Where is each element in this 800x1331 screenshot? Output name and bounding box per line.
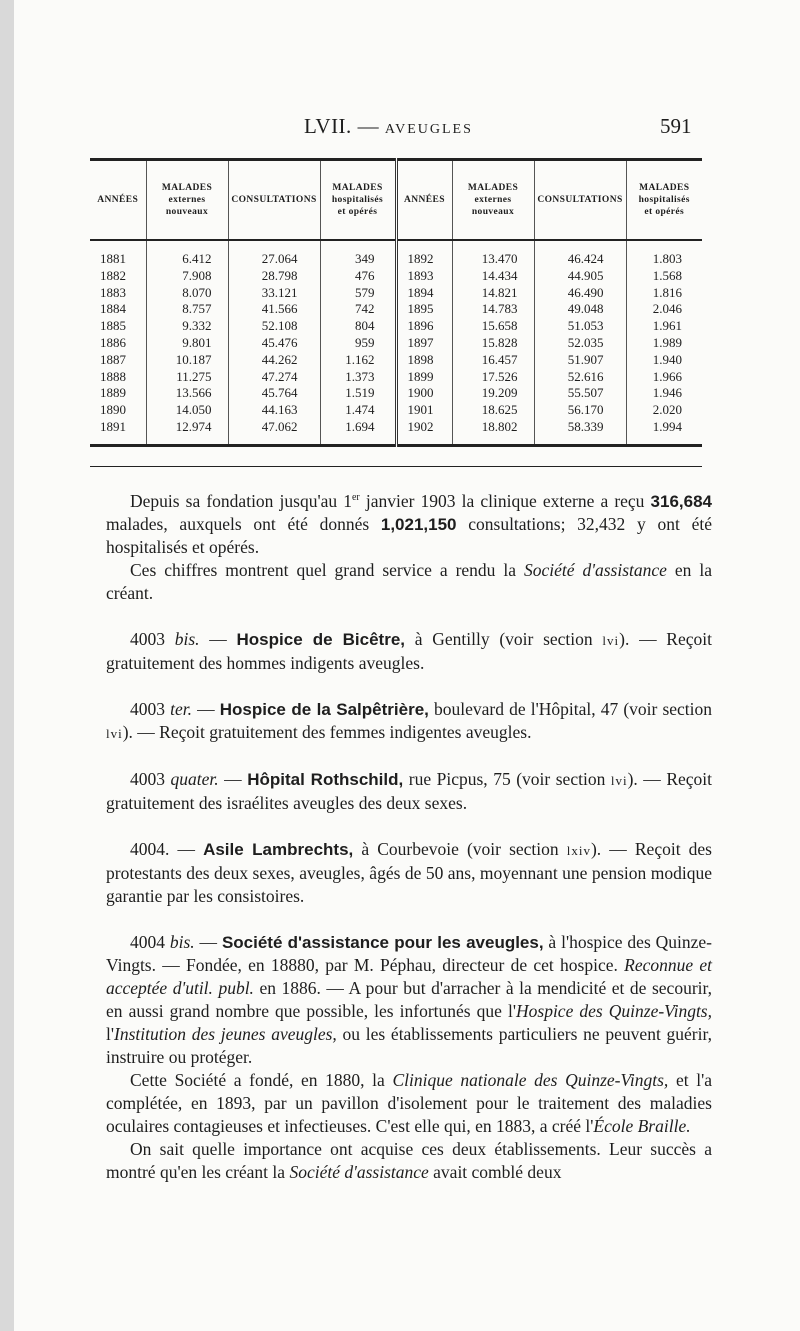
table-cell: 28.798 (228, 268, 320, 285)
col-header-consultations-2: CONSULTATIONS (534, 160, 626, 241)
entry-4004: 4004. — Asile Lambrechts, à Courbevoie (voir section lxiv). — Reçoit des protestants des deux sexes, aveugles, âgés de 50 ans, moyennant une pension modique garantie par les consistoires. (106, 838, 712, 906)
table-cell: 46.490 (534, 285, 626, 302)
col-header-annees: ANNÉES (97, 195, 139, 205)
table-cell: 18.802 (452, 419, 534, 445)
entry-4004-bis: 4004 bis. — Société d'assistance pour les aveugles, à l'hospice des Quinze-Vingts. — Fondée, en 18880, par M. Péphau, directeur de cet hospice. Reconnue et acceptée d'util. publ. en 1886. — A pour but d'arracher à la mendicité et de secourir, en aussi grand nombre que possible, les infortunés que l'Hospice des Quinze-Vingts, l'Institution des jeunes aveugles, ou les établissements particuliers ne peuvent guérir, instruire ou protéger. (106, 931, 713, 1067)
table-cell: 1.816 (626, 285, 702, 302)
table-cell: 15.658 (452, 318, 534, 335)
table-cell: 742 (320, 301, 396, 318)
table-cell: 27.064 (228, 240, 320, 268)
table-row (90, 240, 702, 268)
col-header-malades-hospitalises-2: MALADES hospitalisés et opérés (626, 160, 702, 241)
table-bottom-rule (90, 466, 702, 467)
paragraph-service: Ces chiffres montrent quel grand service a rendu la Société d'assistance en la créant. (106, 559, 712, 603)
table-cell: 349 (320, 240, 396, 268)
table-row (90, 385, 702, 402)
table-cell: 13.566 (146, 385, 228, 402)
table-cell: 10.187 (146, 352, 228, 369)
table-cell: 1886 (100, 334, 126, 350)
table-cell: 476 (320, 268, 396, 285)
table-cell: 9.801 (146, 335, 228, 352)
table-cell: 1.940 (626, 352, 702, 369)
paragraph-clinique: Cette Société a fondé, en 1880, la Clinique nationale des Quinze-Vingts, et l'a complétée, en 1893, par un pavillon d'isolement pour le traitement des maladies oculaires contagieuses et infectieuses. C'est elle qui, en 1883, a créé l'École Braille. (106, 1069, 712, 1136)
table-cell: 804 (320, 318, 396, 335)
table-row (90, 402, 702, 419)
col-header-malades-externes: MALADES externes nouveaux (146, 160, 228, 241)
col-header-consultations: CONSULTATIONS (228, 160, 320, 241)
chapter-number: LVII. (304, 114, 352, 138)
table-cell: 1.519 (320, 385, 396, 402)
table-cell: 9.332 (146, 318, 228, 335)
table-cell: 1.568 (626, 268, 702, 285)
table-cell: 1881 (100, 251, 126, 266)
table-cell: 1.162 (320, 352, 396, 369)
table-cell: 1897 (396, 335, 452, 352)
table-cell: 52.108 (228, 318, 320, 335)
entry-4003-bis: 4003 bis. — Hospice de Bicêtre, à Gentilly (voir section lvi). — Reçoit gratuitement des hommes indigents aveugles. (106, 628, 712, 673)
table-cell: 1887 (100, 351, 126, 367)
table-cell: 1.966 (626, 369, 702, 386)
table-cell: 1.694 (320, 419, 396, 445)
table-cell: 1.946 (626, 385, 702, 402)
table-cell: 14.050 (146, 402, 228, 419)
entry-4003-ter: 4003 ter. — Hospice de la Salpêtrière, boulevard de l'Hôpital, 47 (voir section lvi). — Reçoit gratuitement des femmes indigentes aveugles. (106, 698, 713, 742)
table-cell: 1.961 (626, 318, 702, 335)
table-cell: 44.905 (534, 268, 626, 285)
page-header (14, 114, 800, 144)
table-cell: 959 (320, 335, 396, 352)
table-row (90, 301, 702, 318)
table-cell: 16.457 (452, 352, 534, 369)
table-cell: 44.262 (228, 352, 320, 369)
table-cell: 55.507 (534, 385, 626, 402)
table-row (90, 419, 702, 445)
table-cell: 58.339 (534, 419, 626, 445)
page-number: 591 (660, 114, 692, 138)
table-cell: 8.070 (146, 285, 228, 302)
table-cell: 14.434 (452, 268, 534, 285)
table-cell: 1898 (396, 352, 452, 369)
table-cell: 1902 (396, 419, 452, 445)
table-cell: 1.994 (626, 419, 702, 445)
table-cell: 13.470 (452, 240, 534, 268)
table-cell: 1901 (396, 402, 452, 419)
table-cell: 41.566 (228, 301, 320, 318)
table-row (90, 318, 702, 335)
table-cell: 1884 (100, 301, 126, 317)
table-cell: 15.828 (452, 335, 534, 352)
table-cell: 14.783 (452, 301, 534, 318)
table-header-row (90, 160, 702, 241)
table-cell: 1891 (100, 418, 126, 434)
running-head (304, 114, 473, 139)
table-cell: 8.757 (146, 301, 228, 318)
table-cell: 1888 (100, 368, 126, 384)
table-row (90, 369, 702, 386)
table-cell: 44.163 (228, 402, 320, 419)
table-cell: 56.170 (534, 402, 626, 419)
table-cell: 52.035 (534, 335, 626, 352)
table-cell: 17.526 (452, 369, 534, 386)
table-cell: 1893 (396, 268, 452, 285)
table-row (90, 268, 702, 285)
table-cell: 1882 (100, 267, 126, 283)
col-header-annees-2: ANNÉES (396, 160, 452, 241)
paragraph-clinic-stats: Depuis sa fondation jusqu'au 1er janvier 1903 la clinique externe a reçu 316,684 malades, auxquels ont été donnés 1,021,150 consultations; 32,432 y ont été hospitalisés et opérés. (106, 490, 712, 557)
table-cell: 7.908 (146, 268, 228, 285)
statistics-table (90, 158, 702, 447)
table-cell: 45.764 (228, 385, 320, 402)
table-cell: 1.803 (626, 240, 702, 268)
table-cell: 33.121 (228, 285, 320, 302)
book-page (14, 0, 800, 1331)
table-cell: 579 (320, 285, 396, 302)
table-cell: 47.274 (228, 369, 320, 386)
body-text (106, 486, 712, 1184)
table-cell: 1899 (396, 369, 452, 386)
table-cell: 1895 (396, 301, 452, 318)
table-cell: 6.412 (146, 240, 228, 268)
table-cell: 18.625 (452, 402, 534, 419)
table-row (90, 285, 702, 302)
table-row (90, 352, 702, 369)
table-cell: 52.616 (534, 369, 626, 386)
table-cell: 49.048 (534, 301, 626, 318)
table-cell: 1883 (100, 284, 126, 300)
table-body (90, 240, 702, 445)
table-cell: 1900 (396, 385, 452, 402)
table-cell: 46.424 (534, 240, 626, 268)
table-cell: 14.821 (452, 285, 534, 302)
table-cell: 1885 (100, 318, 126, 334)
table-cell: 12.974 (146, 419, 228, 445)
table-cell: 1890 (100, 402, 126, 418)
table-cell: 1.373 (320, 369, 396, 386)
table-cell: 1896 (396, 318, 452, 335)
table-cell: 45.476 (228, 335, 320, 352)
paragraph-importance: On sait quelle importance ont acquise ces deux établissements. Leur succès a montré qu'en les créant la Société d'assistance avait comblé deux (106, 1138, 712, 1182)
table-cell: 2.020 (626, 402, 702, 419)
table-cell: 1892 (396, 240, 452, 268)
table-cell: 1889 (100, 385, 126, 401)
table-cell: 47.062 (228, 419, 320, 445)
table-cell: 2.046 (626, 301, 702, 318)
table-cell: 1894 (396, 285, 452, 302)
table-cell: 51.907 (534, 352, 626, 369)
table-cell: 1.989 (626, 335, 702, 352)
table-cell: 51.053 (534, 318, 626, 335)
table-cell: 19.209 (452, 385, 534, 402)
entry-4003-quater: 4003 quater. — Hôpital Rothschild, rue Picpus, 75 (voir section lvi). — Reçoit gratuitement des israélites aveugles des deux sexes. (106, 768, 713, 813)
table-cell: 11.275 (146, 369, 228, 386)
table-cell: 1.474 (320, 402, 396, 419)
chapter-title: AVEUGLES (384, 122, 473, 137)
col-header-malades-hospitalises: MALADES hospitalisés et opérés (320, 160, 396, 241)
table-row (90, 335, 702, 352)
col-header-malades-externes-2: MALADES externes nouveaux (452, 160, 534, 241)
header-dash: — (357, 114, 380, 138)
